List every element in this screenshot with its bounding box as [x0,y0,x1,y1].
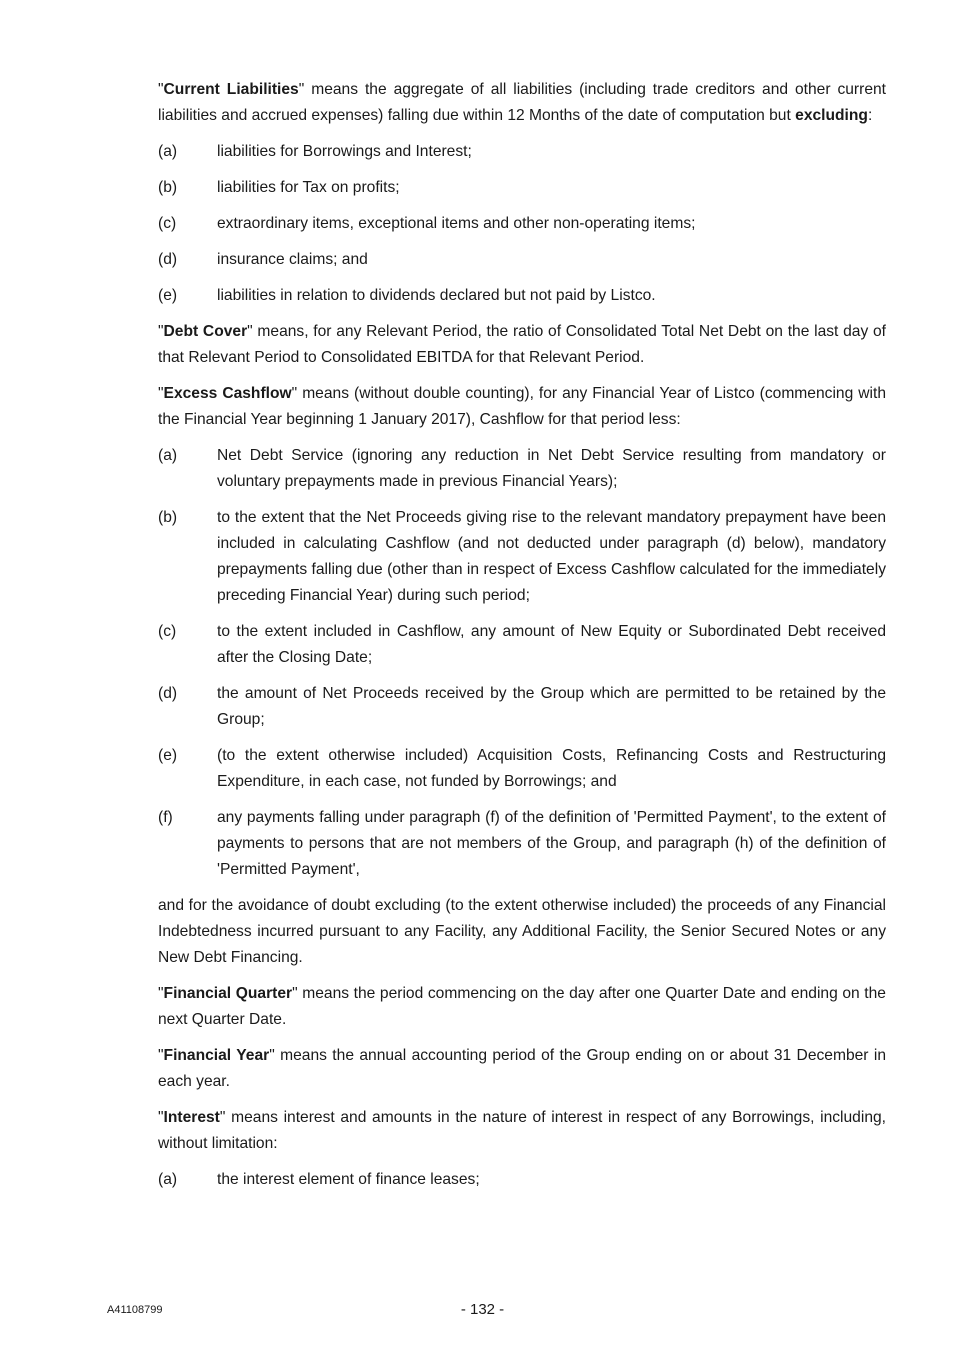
item-text: to the extent that the Net Proceeds giving rise to the relevant mandatory prepayment have been included in calculating Cashflow (and not deducted under paragraph (d) below), mandatory prepayments falling due (other than in respect of Excess Cashflow calculated for the immediately preceding Financial Year) during such period; [217,509,886,604]
document-body [158,77,886,1203]
item-label: (d) [158,251,178,268]
list-item [158,619,886,671]
list-item [158,211,886,237]
item-label: (e) [158,287,178,304]
item-label: (a) [158,447,178,464]
item-label: (c) [158,623,177,640]
defined-term: Debt Cover [163,323,248,340]
item-label: (e) [158,747,178,764]
excess-cashflow-closing: and for the avoidance of doubt excluding (to the extent otherwise included) the proceeds of any Financial Indebtedness incurred pursuant to any Facility, any Additional Facility, the Senior Secured Notes or any New Debt Financing. [158,897,886,966]
definition-text: means interest and amounts in the nature of interest in respect of any Borrowings, including, without limitation: [158,1109,886,1152]
item-label: (d) [158,685,178,702]
item-label: (f) [158,809,173,826]
list-item [158,681,886,733]
defined-term: Excess Cashflow [163,385,292,402]
list-item [158,505,886,609]
document-reference: A41108799 [107,1304,163,1316]
emphasis-text: excluding [795,107,868,124]
list-item [158,1167,886,1193]
item-text: to the extent included in Cashflow, any amount of New Equity or Subordinated Debt received after the Closing Date; [217,623,886,666]
item-text: insurance claims; and [217,251,368,268]
list-item [158,175,886,201]
item-text: Net Debt Service (ignoring any reduction in Net Debt Service resulting from mandatory or voluntary prepayments made in previous Financial Years); [217,447,886,490]
list-item [158,139,886,165]
item-label: (c) [158,215,177,232]
item-label: (a) [158,143,178,160]
definition-debt-cover: "Debt Cover" means, for any Relevant Period, the ratio of Consolidated Total Net Debt on the last day of that Relevant Period to Consolidated EBITDA for that Relevant Period. [158,323,887,366]
definition-financial-year: "Financial Year" means the annual accounting period of the Group ending on or about 31 December in each year. [158,1047,887,1090]
list-item [158,743,886,795]
list-item [158,805,886,883]
definition-text: means, for any Relevant Period, the ratio of Consolidated Total Net Debt on the last day of that Relevant Period to Consolidated EBITDA for that Relevant Period. [158,323,887,366]
item-text: the interest element of finance leases; [217,1171,480,1188]
item-text: the amount of Net Proceeds received by the Group which are permitted to be retained by the Group; [217,685,886,728]
item-text: extraordinary items, exceptional items and other non-operating items; [217,215,696,232]
definition-current-liabilities: "Current Liabilities" means the aggregate of all liabilities (including trade creditors and other current liabilities and accrued expenses) falling due within 12 Months of the date of computation but excluding: [158,81,886,124]
item-text: liabilities in relation to dividends declared but not paid by Listco. [217,287,656,304]
defined-term: Current Liabilities [163,81,299,98]
item-text: (to the extent otherwise included) Acquisition Costs, Refinancing Costs and Restructuring Expenditure, in each case, not funded by Borrowings; and [217,747,886,790]
defined-term: Financial Quarter [163,985,293,1002]
definition-excess-cashflow: "Excess Cashflow" means (without double counting), for any Financial Year of Listco (commencing with the Financial Year beginning 1 January 2017), Cashflow for that period less: [158,385,886,428]
page-number: - 132 - [460,1301,505,1318]
definition-text: means the period commencing on the day after one Quarter Date and ending on the next Quarter Date. [158,985,886,1028]
item-text: liabilities for Tax on profits; [217,179,400,196]
definition-text: means the annual accounting period of the Group ending on or about 31 December in each year. [158,1047,887,1090]
item-text: any payments falling under paragraph (f) of the definition of 'Permitted Payment', to the extent of payments to persons that are not members of the Group, and paragraph (h) of the definition of 'Permitted Payment', [217,809,886,878]
definition-interest: "Interest" means interest and amounts in the nature of interest in respect of any Borrowings, including, without limitation: [158,1109,886,1152]
item-label: (a) [158,1171,178,1188]
list-item [158,283,886,309]
list-item [158,247,886,273]
list-item [158,443,886,495]
item-text: liabilities for Borrowings and Interest; [217,143,472,160]
item-label: (b) [158,179,178,196]
definition-financial-quarter: "Financial Quarter" means the period commencing on the day after one Quarter Date and ending on the next Quarter Date. [158,985,886,1028]
item-label: (b) [158,509,178,526]
defined-term: Interest [163,1109,220,1126]
defined-term: Financial Year [163,1047,270,1064]
definition-text: means (without double counting), for any Financial Year of Listco (commencing with the Financial Year beginning 1 January 2017), Cashflow for that period less: [158,385,886,428]
definition-text: means the aggregate of all liabilities (including trade creditors and other current liabilities and accrued expenses) falling due within 12 Months of the date of computation but [158,81,886,124]
